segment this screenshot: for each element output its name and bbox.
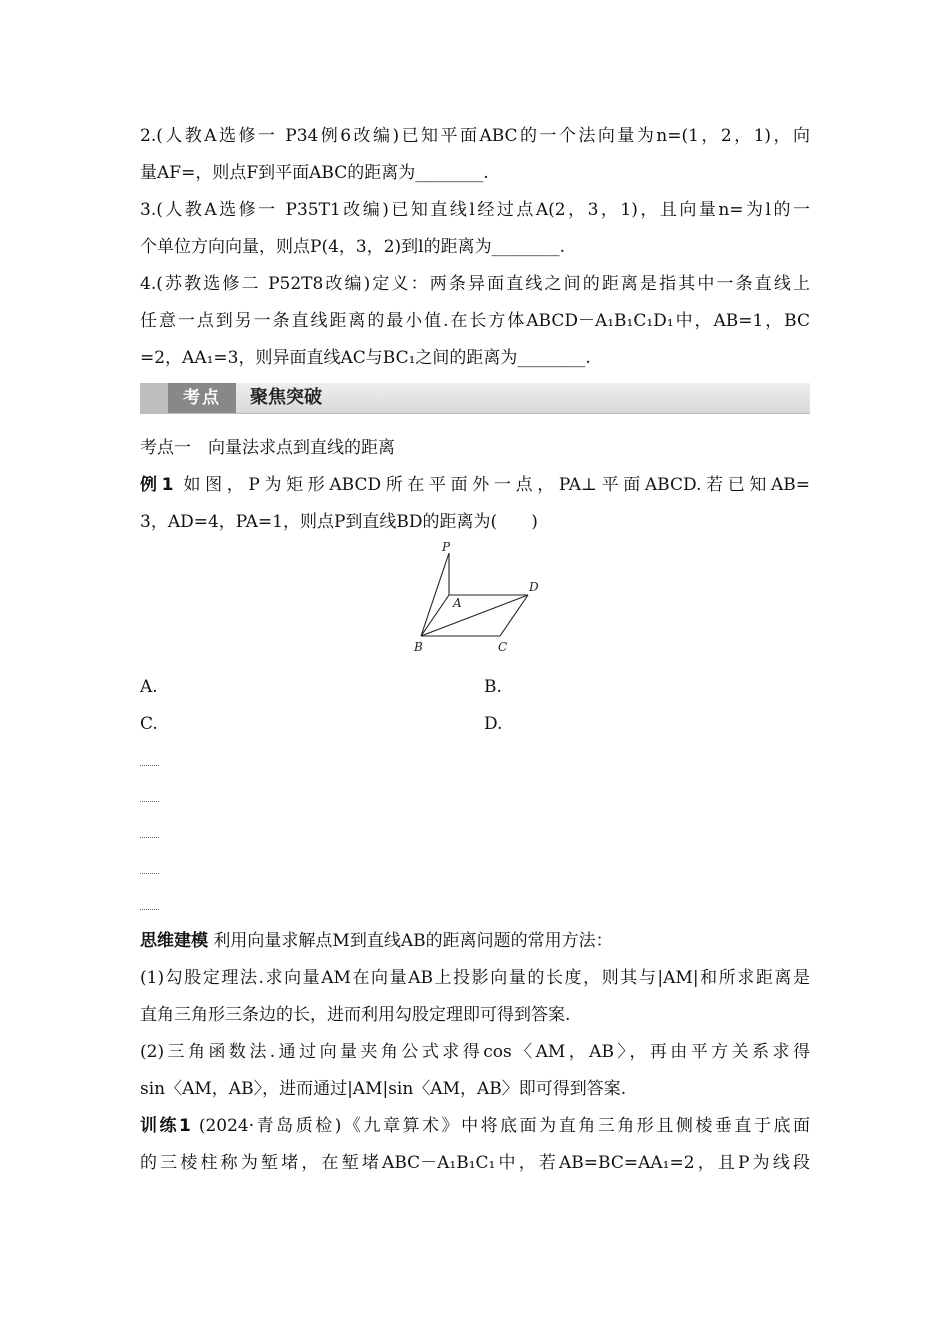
- siwei-line-1: [140, 923, 810, 960]
- kaodian-heading: 考点一 向量法求点到直线的距离: [140, 438, 395, 458]
- edge-AB: [421, 595, 449, 636]
- diagonal-BD: [421, 595, 528, 636]
- geometry-figure: [140, 541, 810, 669]
- problem-2-line-2: 量AF=，则点F到平面ABC的距离为________.: [140, 163, 489, 183]
- label-D: D: [529, 580, 539, 594]
- siwei-line-4: (2)三角函数法.通过向量夹角公式求得cos〈AM，AB〉，再由平方关系求得: [140, 1042, 810, 1062]
- option-a[interactable]: A.: [140, 677, 158, 697]
- example-label: 例1: [140, 475, 174, 495]
- siwei-text-1: 利用向量求解点M到直线AB的距离问题的常用方法：: [213, 931, 613, 951]
- solution-placeholder-3: [140, 815, 810, 851]
- banner-lead-block: [140, 383, 168, 413]
- xunlian-line-2: 的三棱柱称为堑堵，在堑堵ABC－A₁B₁C₁中，若AB=BC=AA₁=2，且P为线段: [140, 1153, 810, 1173]
- xunlian-text-1: (2024·青岛质检)《九章算术》中将底面为直角三角形且侧棱垂直于底面: [198, 1116, 810, 1136]
- example-1-line-2: 3，AD=4，PA=1，则点P到直线BD的距离为( ): [140, 512, 538, 532]
- pyramid-diagram: [408, 541, 548, 665]
- dots-mark: [140, 873, 159, 874]
- siwei-line-2: (1)勾股定理法.求向量AM在向量AB上投影向量的长度，则其与|AM|和所求距离是: [140, 968, 810, 988]
- problem-4-line-2: 任意一点到另一条直线距离的最小值.在长方体ABCD－A₁B₁C₁D₁中，AB=1，BC: [140, 311, 810, 331]
- siwei-label: 思维建模: [140, 931, 208, 951]
- label-C: C: [498, 640, 508, 654]
- dots-mark: [140, 837, 159, 838]
- problem-4-line-1: 4.(苏教选修二 P52T8改编)定义：两条异面直线之间的距离是指其中一条直线上: [140, 274, 810, 294]
- problem-3-line-1: 3.(人教A选修一 P35T1改编)已知直线l经过点A(2，3，1)，且向量n=为l的一: [140, 200, 810, 220]
- solution-placeholder-2: [140, 779, 810, 815]
- xunlian-label: 训练1: [140, 1116, 191, 1136]
- edge-PB: [421, 553, 449, 636]
- solution-placeholder-5: [140, 887, 810, 923]
- option-c[interactable]: C.: [140, 714, 158, 734]
- banner-title: 聚焦突破: [250, 387, 322, 408]
- xunlian-line-1: [140, 1108, 810, 1145]
- label-P: P: [442, 541, 451, 554]
- problem-3-line-2: 个单位方向向量，则点P(4，3，2)到l的距离为________.: [140, 237, 565, 257]
- banner-tab: 考点: [168, 383, 236, 413]
- page-content: [140, 118, 810, 1182]
- dots-mark: [140, 909, 159, 910]
- label-A: A: [453, 596, 462, 610]
- solution-placeholder-4: [140, 851, 810, 887]
- option-d[interactable]: D.: [484, 714, 503, 734]
- section-banner: [140, 383, 810, 414]
- siwei-line-5: sin〈AM，AB〉，进而通过|AM|sin〈AM，AB〉即可得到答案.: [140, 1079, 627, 1099]
- options-row-1: [140, 669, 810, 706]
- problem-4-line-3: =2，AA₁=3，则异面直线AC与BC₁之间的距离为________.: [140, 348, 591, 368]
- option-b[interactable]: B.: [484, 677, 502, 697]
- example-1-text-1: 如图，P为矩形ABCD所在平面外一点，PA⊥平面ABCD.若已知AB=: [183, 475, 810, 495]
- options-row-2: [140, 706, 810, 743]
- siwei-line-3: 直角三角形三条边的长，进而利用勾股定理即可得到答案.: [140, 1005, 571, 1025]
- label-B: B: [414, 640, 423, 654]
- solution-placeholder-1: [140, 743, 810, 779]
- edge-CD: [500, 595, 528, 636]
- example-1-line-1: [140, 467, 810, 504]
- dots-mark: [140, 801, 159, 802]
- dots-mark: [140, 765, 159, 766]
- problem-2-line-1: 2.(人教A选修一 P34例6改编)已知平面ABC的一个法向量为n=(1，2，1)，向: [140, 126, 810, 146]
